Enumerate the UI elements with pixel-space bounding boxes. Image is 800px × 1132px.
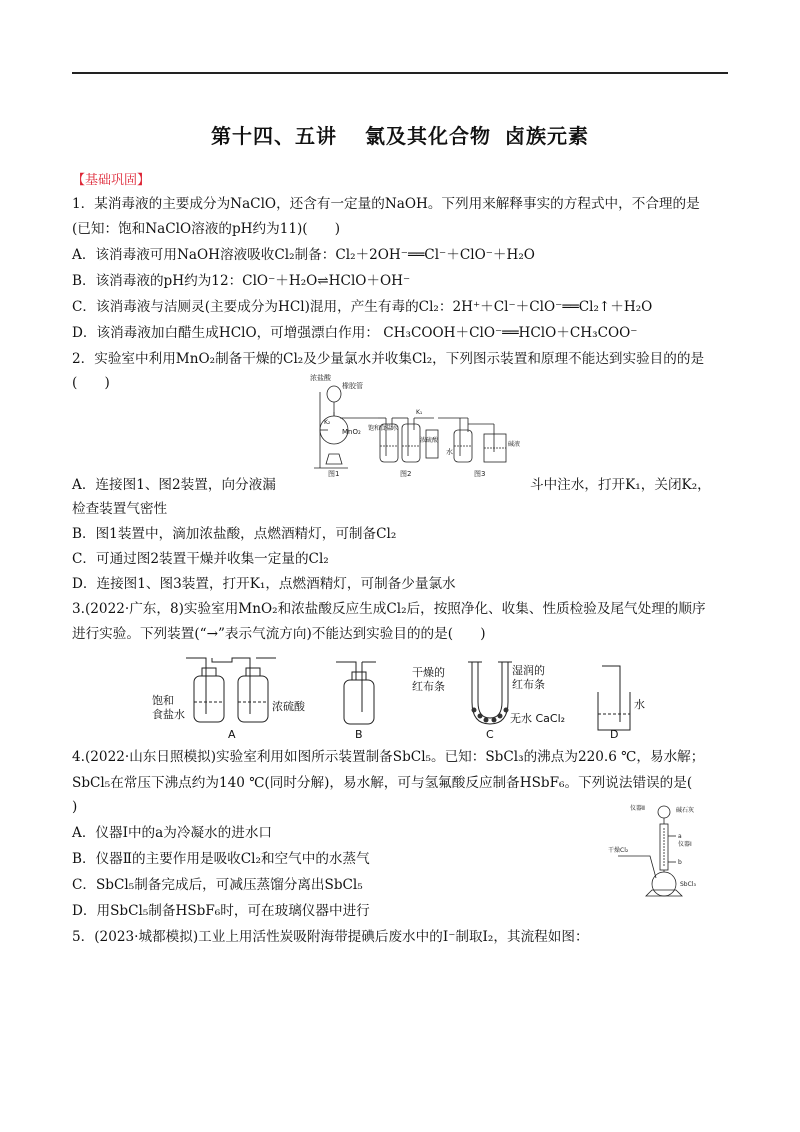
title-part-3: 卤族元素 bbox=[505, 124, 589, 148]
q1-stem-2: (已知：饱和NaClO溶液的pH约为11)( ) bbox=[72, 221, 341, 237]
q3-fig-caption-b: B bbox=[355, 728, 363, 740]
q4-fig-label-3: 仪器Ⅰ bbox=[678, 841, 692, 848]
q2-fig-label-6: 水 bbox=[446, 448, 453, 456]
q3-fig-c-label-4: 红布条 bbox=[512, 678, 545, 691]
q3-fig-a-label-1: 饱和 bbox=[152, 694, 174, 707]
page-title bbox=[0, 120, 800, 149]
q2-fig-label-4: 饱和食盐水 bbox=[368, 425, 399, 432]
q2-option-a-part-2: 斗中注水，打开K₁，关闭K₂， bbox=[530, 477, 711, 493]
q2-option-c: C．可通过图2装置干燥并收集一定量的Cl₂ bbox=[72, 551, 329, 567]
q4-fig-label-4: 干燥Cl₂ bbox=[608, 847, 629, 854]
top-rule bbox=[72, 72, 728, 74]
section-heading: 【基础巩固】 bbox=[72, 173, 151, 188]
q4-fig-label-2: 碱石灰 bbox=[676, 807, 695, 814]
q5-stem: 5．(2023·城都模拟)工业上用活性炭吸附海带提碘后废水中的I⁻制取I₂，其流程如图： bbox=[72, 929, 589, 945]
q2-fig-label-2: 橡胶管 bbox=[342, 382, 363, 390]
q2-fig-label-1: 浓盐酸 bbox=[310, 374, 331, 382]
q1-option-c: C．该消毒液与洁厕灵(主要成分为HCl)混用，产生有毒的Cl₂：2H⁺＋Cl⁻＋ClO⁻══Cl₂↑＋H₂O bbox=[72, 299, 653, 315]
q4-option-c: C．SbCl₅制备完成后，可减压蒸馏分离出SbCl₅ bbox=[72, 877, 363, 893]
q4-fig-label-a: a bbox=[678, 833, 682, 840]
q3-fig-caption-c: C bbox=[486, 728, 494, 740]
q1-option-a: A．该消毒液可用NaOH溶液吸收Cl₂制备：Cl₂＋2OH⁻══Cl⁻＋ClO⁻＋H₂O bbox=[72, 247, 535, 263]
q4-option-b: B．仪器Ⅱ的主要作用是吸收Cl₂和空气中的水蒸气 bbox=[72, 851, 370, 867]
q2-fig-caption-1: 图1 bbox=[328, 470, 340, 478]
q4-fig-label-1: 仪器Ⅱ bbox=[630, 805, 645, 812]
q2-option-b: B．图1装置中，滴加浓盐酸，点燃酒精灯，可制备Cl₂ bbox=[72, 526, 397, 542]
q3-stem-2: 进行实验。下列装置(“→”表示气流方向)不能达到实验目的的是( ) bbox=[72, 626, 486, 642]
q3-apparatus-figure bbox=[150, 652, 670, 740]
q2-stem-2: ( ) bbox=[72, 375, 110, 391]
q4-fig-label-5: SbCl₃ bbox=[680, 881, 696, 888]
q3-fig-caption-d: D bbox=[610, 728, 619, 740]
q1-option-d: D．该消毒液加白醋生成HClO，可增强漂白作用： CH₃COOH＋ClO⁻══HClO＋CH₃COO⁻ bbox=[72, 325, 638, 341]
q2-stem-1: 2．实验室中利用MnO₂制备干燥的Cl₂及少量氯水并收集Cl₂，下列图示装置和原理不能达到实验目的的是 bbox=[72, 351, 705, 367]
q2-fig-label-7: 碱液 bbox=[508, 441, 521, 448]
q3-stem-1: 3.(2022·广东，8)实验室用MnO₂和浓盐酸反应生成Cl₂后，按照净化、收集、性质检验及尾气处理的顺序 bbox=[72, 601, 706, 617]
q2-fig-label-5: 浓硫酸 bbox=[420, 437, 439, 444]
title-part-2: 氯及其化合物 bbox=[365, 124, 491, 148]
q1-stem-1: 1．某消毒液的主要成分为NaClO，还含有一定量的NaOH。下列用来解释事实的方程式中，不合理的是 bbox=[72, 196, 700, 212]
q3-fig-caption-a: A bbox=[228, 728, 236, 740]
q2-option-a-part-3: 检查装置气密性 bbox=[72, 501, 168, 517]
q3-fig-d-label-1: 水 bbox=[634, 698, 645, 711]
q1-option-b: B．该消毒液的pH约为12：ClO⁻＋H₂O⇌HClO＋OH⁻ bbox=[72, 273, 411, 289]
q2-option-d: D．连接图1、图3装置，打开K₁，点燃酒精灯，可制备少量氯水 bbox=[72, 576, 456, 592]
q4-stem-3: ) bbox=[72, 799, 78, 815]
q3-fig-c-label-2: 红布条 bbox=[412, 680, 445, 693]
q3-fig-c-label-1: 干燥的 bbox=[412, 666, 445, 679]
q2-option-a-part-1: A．连接图1、图2装置，向分液漏 bbox=[72, 477, 276, 493]
q4-stem-1: 4.(2022·山东日照模拟)实验室利用如图所示装置制备SbCl₅。已知：SbCl₃的沸点为220.6 ℃，易水解； bbox=[72, 749, 705, 765]
q3-fig-a-label-2: 食盐水 bbox=[152, 708, 185, 721]
q2-fig-caption-2: 图2 bbox=[400, 470, 412, 478]
q4-stem-2: SbCl₅在常压下沸点约为140 ℃(同时分解)，易水解，可与氢氟酸反应制备HSbF₆。下列说法错误的是( bbox=[72, 775, 693, 791]
q3-fig-c-label-5: 无水 CaCl₂ bbox=[510, 712, 566, 725]
q2-fig-k1: K₁ bbox=[416, 409, 423, 416]
q4-apparatus-figure bbox=[606, 800, 730, 900]
q4-option-a: A．仪器Ⅰ中的a为冷凝水的进水口 bbox=[72, 825, 273, 841]
q4-fig-label-b: b bbox=[678, 859, 682, 866]
q2-apparatus-figure bbox=[308, 372, 528, 478]
q2-fig-k2: K₂ bbox=[324, 419, 331, 426]
q3-fig-a-label-3: 浓硫酸 bbox=[272, 700, 305, 713]
q3-fig-c-label-3: 湿润的 bbox=[512, 664, 545, 677]
title-part-1: 第十四、五讲 bbox=[211, 124, 337, 148]
q2-fig-label-3: MnO₂ bbox=[342, 428, 361, 436]
q2-fig-caption-3: 图3 bbox=[474, 470, 486, 478]
q4-option-d: D．用SbCl₅制备HSbF₆时，可在玻璃仪器中进行 bbox=[72, 903, 370, 919]
